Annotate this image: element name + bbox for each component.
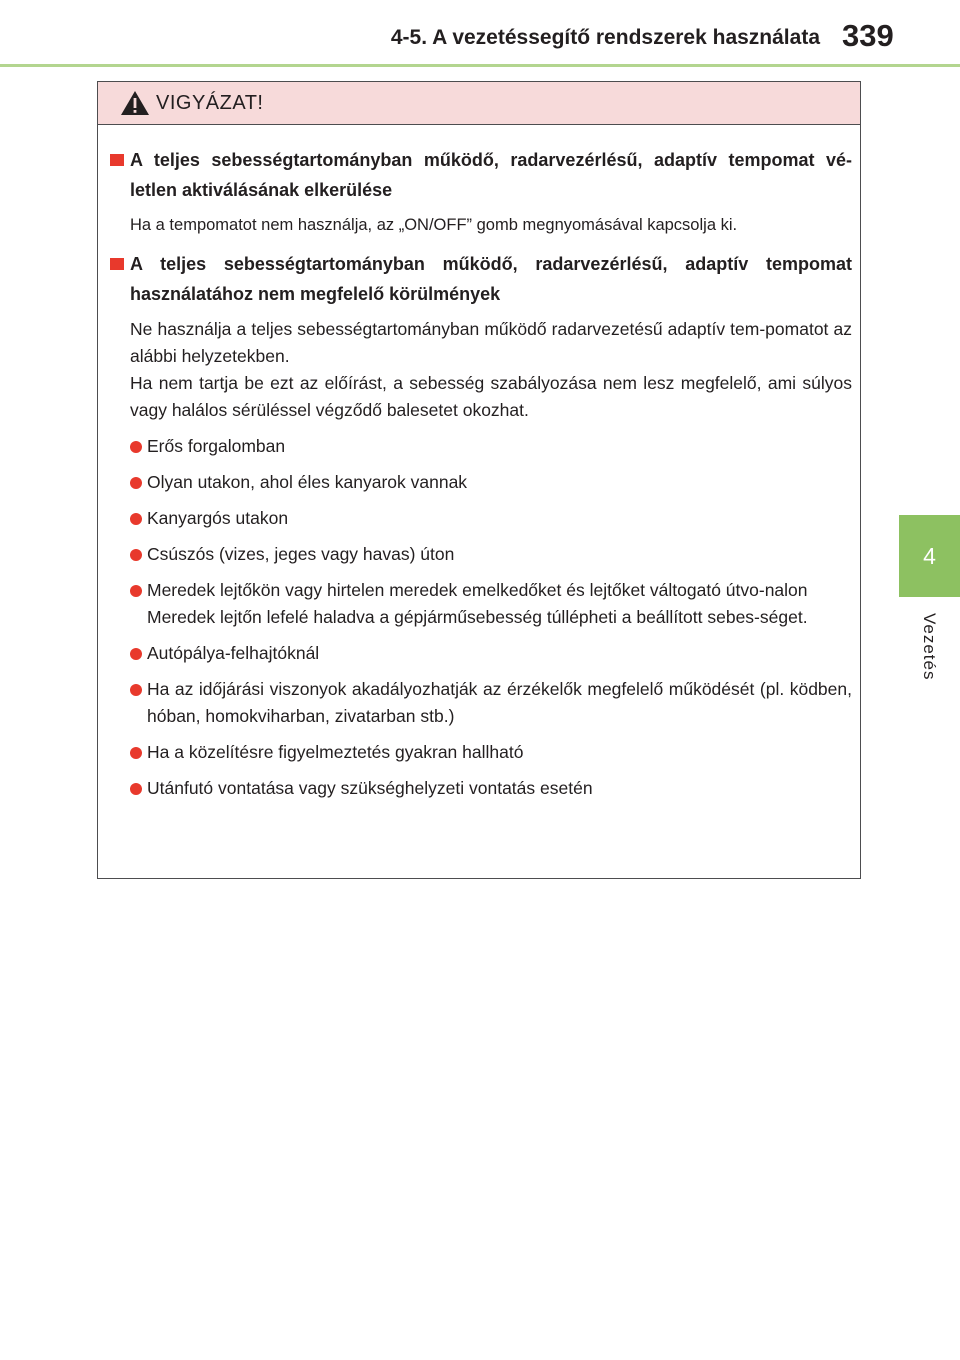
list-item <box>110 433 852 460</box>
warning-header <box>98 82 860 125</box>
list-item <box>110 739 852 766</box>
list-item <box>110 505 852 532</box>
warning-triangle-icon <box>120 90 150 116</box>
list-item <box>110 775 852 802</box>
list-item <box>110 469 852 496</box>
round-bullet-icon <box>130 684 142 696</box>
section-heading-text: A teljes sebességtartományban működő, radarvezérlésű, adaptív tempomat használatához nem megfelelő körülmények <box>130 254 852 304</box>
list-item-text <box>147 577 852 631</box>
chapter-tab <box>899 515 960 597</box>
list-item <box>110 577 852 631</box>
list-item <box>110 541 852 568</box>
list-item-text: Erős forgalomban <box>147 436 286 456</box>
square-bullet-icon <box>110 258 124 270</box>
warning-body <box>98 125 860 802</box>
list-item-subtext: Meredek lejtőn lefelé haladva a gépjárműsebesség túllépheti a beállított sebes-séget. <box>147 607 808 627</box>
list-item-line: Meredek lejtőkön vagy hirtelen meredek emelkedőket és lejtőket váltogató útvo-nalon <box>147 580 808 600</box>
square-bullet-icon <box>110 154 124 166</box>
list-item <box>110 676 852 730</box>
section-heading <box>110 145 852 205</box>
round-bullet-icon <box>130 513 142 525</box>
list-item-text: Kanyargós utakon <box>147 508 289 528</box>
list-item-text: Utánfutó vontatása vagy szükséghelyzeti vontatás esetén <box>147 778 593 798</box>
page-number: 339 <box>842 18 894 53</box>
list-item-text: Csúszós (vizes, jeges vagy havas) úton <box>147 544 455 564</box>
round-bullet-icon <box>130 648 142 660</box>
round-bullet-icon <box>130 477 142 489</box>
list-item-text: Olyan utakon, ahol éles kanyarok vannak <box>147 472 468 492</box>
section-paragraph: Ha a tempomatot nem használja, az „ON/OFF” gomb megnyomásával kapcsolja ki. <box>130 216 738 234</box>
chapter-label: Vezetés <box>920 613 939 681</box>
section-heading-text: A teljes sebességtartományban működő, radarvezérlésű, adaptív tempomat vé-letlen aktiválásának elkerülése <box>130 150 852 200</box>
round-bullet-icon <box>130 783 142 795</box>
paragraph-line: Ha nem tartja be ezt az előírást, a sebesség szabályozása nem lesz megfelelő, ami súlyos vagy halálos sérüléssel végződő balesetet okozhat. <box>130 373 852 420</box>
section-title: 4-5. A vezetéssegítő rendszerek használata <box>390 26 820 49</box>
round-bullet-icon <box>130 747 142 759</box>
list-item-text: Autópálya-felhajtóknál <box>147 643 320 663</box>
chapter-number: 4 <box>923 542 936 569</box>
round-bullet-icon <box>130 549 142 561</box>
warning-box <box>97 81 861 879</box>
paragraph-line: Ne használja a teljes sebességtartományban működő radarvezetésű adaptív tem-pomatot az alábbi helyzetekben. <box>130 319 852 366</box>
header-divider <box>0 64 960 67</box>
list-item <box>110 640 852 667</box>
section-heading <box>110 249 852 309</box>
section-paragraph <box>110 316 852 424</box>
list-item-text: Ha az időjárási viszonyok akadályozhatják az érzékelők megfelelő működését (pl. ködben, hóban, homokviharban, zivatarban stb.) <box>147 679 852 726</box>
round-bullet-icon <box>130 585 142 597</box>
round-bullet-icon <box>130 441 142 453</box>
warning-title: VIGYÁZAT! <box>156 91 264 114</box>
list-item-text: Ha a közelítésre figyelmeztetés gyakran hallható <box>147 742 524 762</box>
